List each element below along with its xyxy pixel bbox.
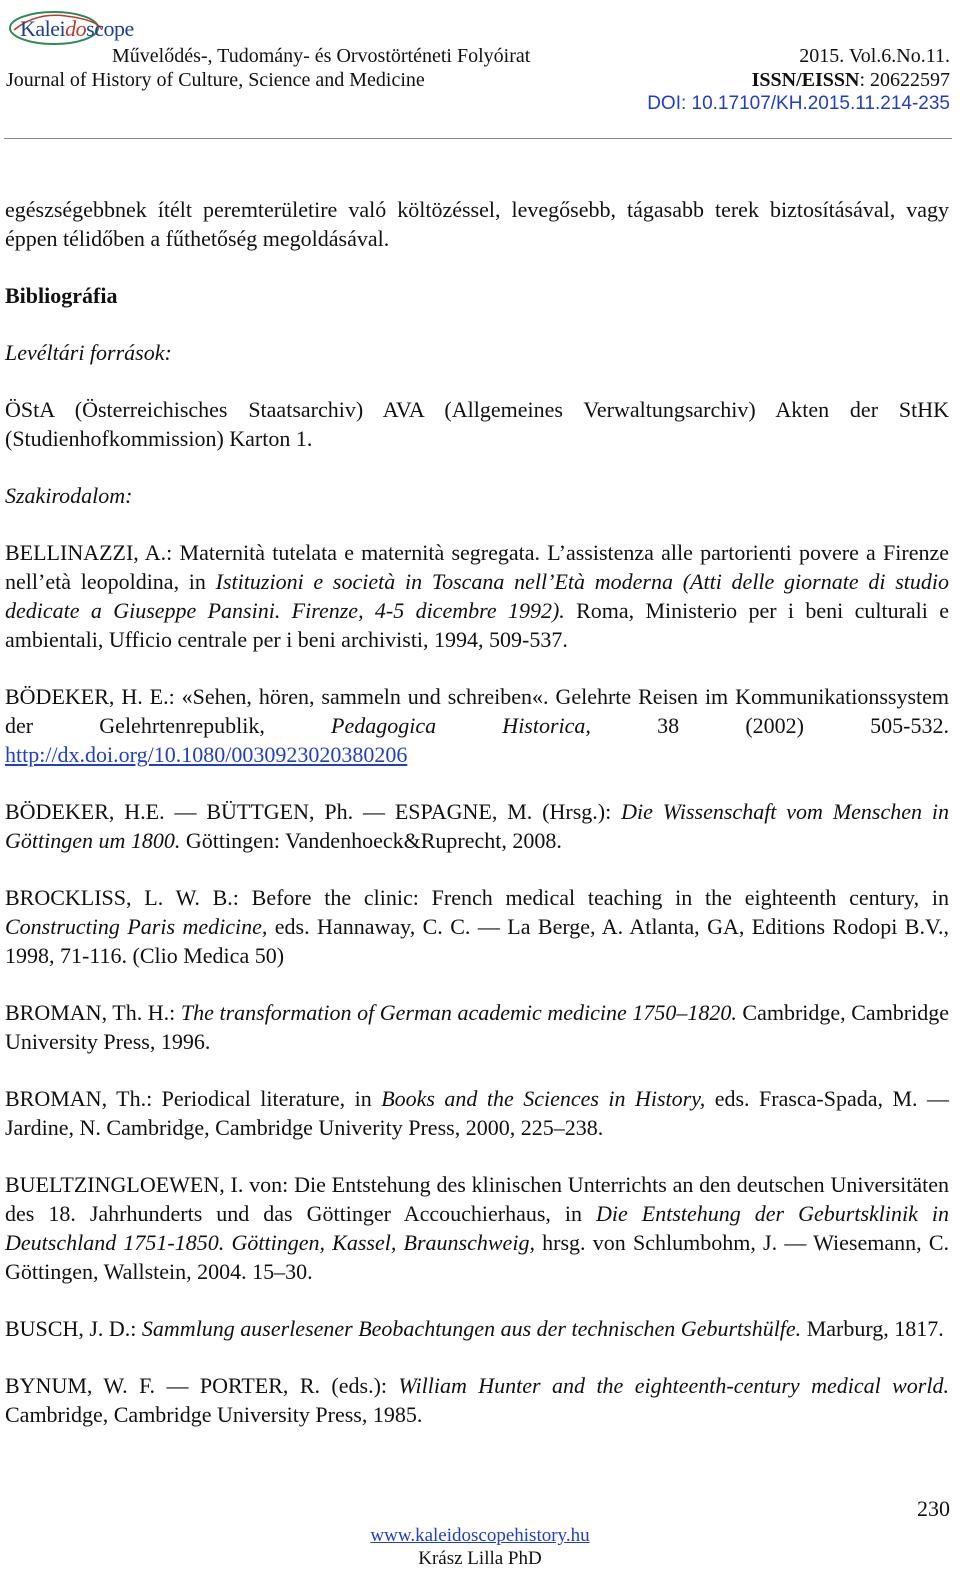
bib-entry-text: BYNUM, W. F. — PORTER, R. (eds.):: [5, 1373, 399, 1398]
intro-paragraph: egészségebbnek ítélt peremterületire való költözéssel, levegősebb, tágasabb terek biztosításával, vagy éppen télidőben a fűthetőség megoldásával.: [5, 197, 949, 251]
logo-text-part3: scope: [86, 16, 134, 41]
bib-entry-text: eds. Frasca-Spada, M. — Jardine, N. Cambridge, Cambridge Univerity Press, 2000, 225–238.: [5, 1086, 949, 1140]
bib-entry-text: BELLINAZZI, A.: Maternità tutelata e maternità segregata. L’assistenza alle partorienti povere a Firenze nell’età leopoldina, in: [5, 540, 949, 594]
bib-entry-text: BÖDEKER, H.E. — BÜTTGEN, Ph. — ESPAGNE, M. (Hrsg.):: [5, 799, 622, 824]
logo-text-part1: Kalei: [20, 16, 66, 41]
issn-value: : 20622597: [859, 69, 950, 91]
logo-text: [20, 16, 134, 42]
bib-entry-brockliss: [5, 883, 949, 970]
bib-entry-bodeker-2: [5, 797, 949, 855]
bib-entry-text: BROMAN, Th.: Periodical literature, in: [5, 1086, 382, 1111]
doi-link[interactable]: http://dx.doi.org/10.1080/0030923020380206: [5, 742, 408, 767]
journal-doi[interactable]: DOI: 10.17107/KH.2015.11.214-235: [647, 93, 950, 114]
bib-entry-title: Die Wissenschaft vom Menschen in Göttingen um 1800.: [5, 799, 949, 853]
bib-entry-text: BUSCH, J. D.:: [5, 1316, 142, 1341]
section-title-bibliography: Bibliográfia: [5, 283, 118, 308]
bib-entry-title: Pedagogica Historica,: [331, 713, 591, 738]
bib-entry-text: BUELTZINGLOEWEN, I. von: Die Entstehung des klinischen Unterrichts an den deutschen Universitäten des 18. Jahrhunderts und das Göttinger Accouchierhaus, in: [5, 1172, 949, 1226]
document-body: [5, 195, 949, 1457]
bib-entry-text: Roma, Ministerio per i beni culturali e ambientali, Ufficio centrale per i beni archivisti, 1994, 509-537.: [5, 598, 949, 652]
header-divider: [4, 138, 952, 139]
bib-entry-text: hrsg. von Schlumbohm, J. — Wiesemann, C. Göttingen, Wallstein, 2004. 15–30.: [5, 1230, 950, 1284]
bib-entry-text: BÖDEKER, H. E.: «Sehen, hören, sammeln und schreiben«. Gelehrte Reisen im Kommunikationssystem der Gelehrtenrepublik,: [5, 684, 949, 738]
bib-entry-text: Cambridge, Cambridge University Press, 1996.: [5, 1000, 950, 1054]
bib-entry-bodeker-1: [5, 682, 949, 769]
bib-entry-title: Constructing Paris medicine,: [5, 914, 268, 939]
bib-entry-title: Sammlung auserlesener Beobachtungen aus der technischen Geburtshülfe.: [141, 1316, 802, 1341]
bib-entry-broman-1: [5, 998, 949, 1056]
bib-entry-text: 38 (2002) 505-532.: [590, 713, 949, 738]
bib-entry-title: Istituzioni e società in Toscana nell’Età moderna (Atti delle giornate di studio dedicate a Giuseppe Pansini. Firenze, 4-5 dicembre 1992).: [5, 569, 949, 623]
bib-entry-text: Marburg, 1817.: [801, 1316, 944, 1341]
bib-entry-title: The transformation of German academic medicine 1750–1820.: [180, 1000, 737, 1025]
bib-entry-bueltzingloewen: [5, 1170, 949, 1286]
bib-entry-text: Göttingen: Vandenhoeck&Ruprecht, 2008.: [180, 828, 562, 853]
bib-entry-busch: [5, 1314, 949, 1343]
journal-title-english: Journal of History of Culture, Science and Medicine: [6, 69, 425, 91]
journal-volume: 2015. Vol.6.No.11.: [799, 45, 950, 67]
bib-entry-title: Die Entstehung der Geburtsklinik in Deutschland 1751-1850. Göttingen, Kassel, Braunschweig,: [5, 1201, 949, 1255]
bib-entry-text: Cambridge, Cambridge University Press, 1985.: [5, 1402, 423, 1427]
bib-entry-bellinazzi: [5, 538, 949, 654]
bib-entry-title: William Hunter and the eighteenth-century medical world.: [398, 1373, 949, 1398]
bib-entry-text: eds. Hannaway, C. C. — La Berge, A. Atlanta, GA, Editions Rodopi B.V., 1998, 71-116. (Clio Medica 50): [5, 914, 949, 968]
bib-entry-bynum: [5, 1371, 949, 1429]
bib-entry-title: Books and the Sciences in History,: [381, 1086, 706, 1111]
journal-header: [0, 0, 960, 142]
bib-entry-text: BROMAN, Th. H.:: [5, 1000, 181, 1025]
bib-entry-broman-2: [5, 1084, 949, 1142]
logo-text-part2: do: [65, 16, 87, 41]
subhead-literature: Szakirodalom:: [5, 483, 133, 508]
footer-author: Krász Lilla PhD: [418, 1548, 542, 1569]
archives-entry: ÖStA (Österreichisches Staatsarchiv) AVA (Allgemeines Verwaltungsarchiv) Akten der StHK (Studienhofkommission) Karton 1.: [5, 397, 949, 451]
page-number: 230: [917, 1496, 950, 1521]
journal-issn: [752, 69, 950, 91]
journal-title-hungarian: Művelődés-, Tudomány- és Orvostörténeti Folyóirat: [112, 45, 531, 67]
footer-website-link[interactable]: www.kaleidoscopehistory.hu: [370, 1525, 590, 1546]
issn-label: ISSN/EISSN: [751, 69, 860, 91]
bib-entry-text: BROCKLISS, L. W. B.: Before the clinic: French medical teaching in the eighteenth century, in: [5, 885, 949, 910]
subhead-archives: Levéltári források:: [5, 340, 172, 365]
